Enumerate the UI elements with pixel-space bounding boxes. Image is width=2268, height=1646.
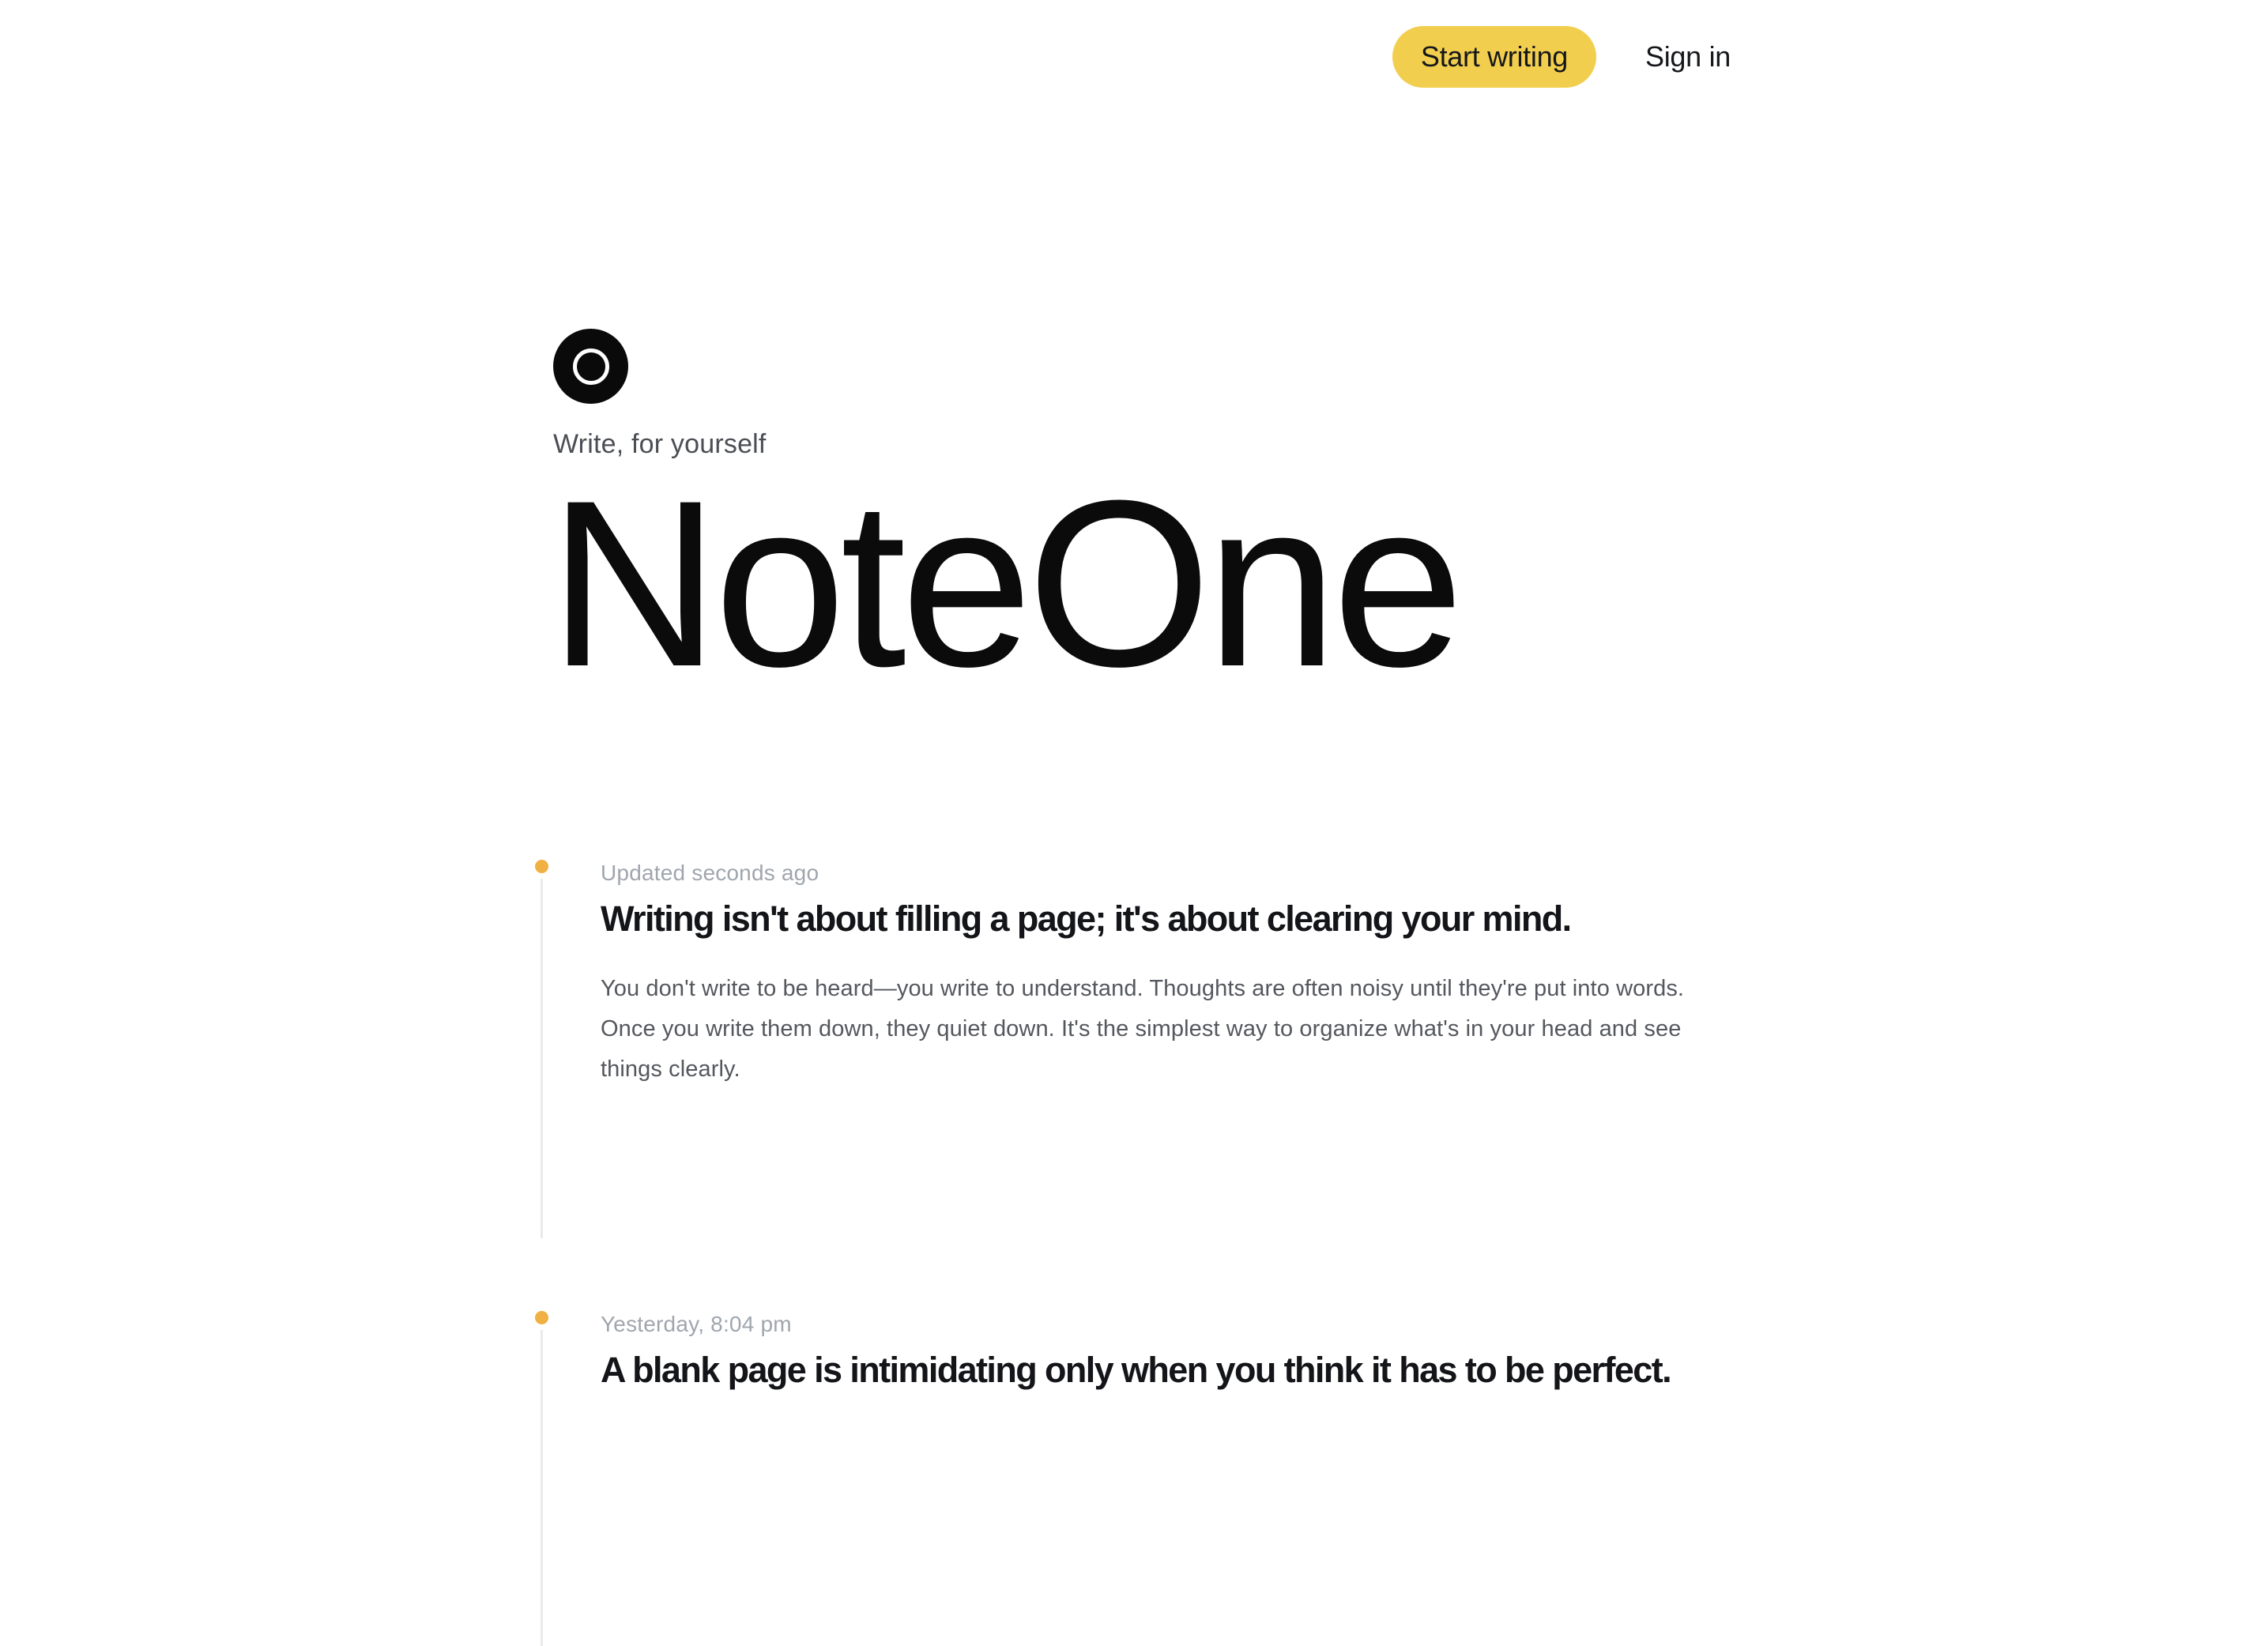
note-timestamp: Updated seconds ago: [601, 861, 819, 885]
tagline: Write, for yourself: [553, 429, 767, 459]
start-writing-button[interactable]: Start writing: [1392, 26, 1596, 88]
noteone-logo-icon: [553, 329, 628, 404]
notes-timeline: [537, 860, 1731, 1390]
timeline-line: [541, 879, 543, 1238]
note-timestamp: Yesterday, 8:04 pm: [601, 1312, 792, 1337]
note-entry: [537, 860, 1731, 1090]
timeline-line: [541, 1330, 543, 1646]
note-entry: [537, 1311, 1731, 1390]
sign-in-link[interactable]: Sign in: [1645, 40, 1731, 73]
note-heading: A blank page is intimidating only when you think it has to be perfect.: [601, 1349, 1671, 1390]
landing-page: [537, 0, 1731, 1390]
app-title: NoteOne: [548, 450, 1459, 716]
header: [537, 0, 1731, 88]
note-heading: Writing isn't about filling a page; it's about clearing your mind.: [601, 898, 1571, 939]
note-body: You don't write to be heard—you write to understand. Thoughts are often noisy until they're put into words. Once you write them down, they quiet down. It's the simplest way to organize what's in your head and see things clearly.: [601, 975, 1685, 1083]
ring-icon: [573, 348, 609, 385]
timeline-dot-icon: [535, 860, 548, 873]
timeline-dot-icon: [535, 1311, 548, 1324]
hero: [537, 329, 1731, 716]
